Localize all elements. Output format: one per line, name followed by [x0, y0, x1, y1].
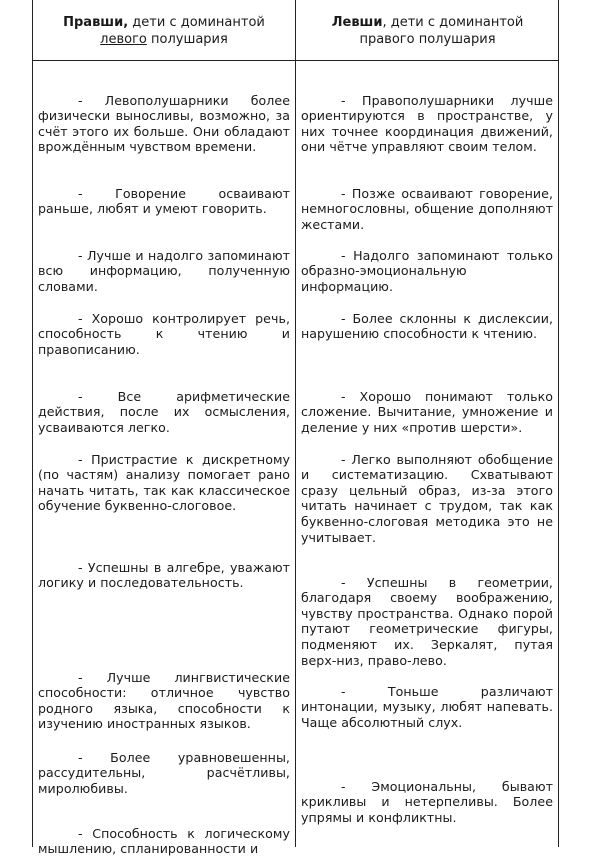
header-left-handed: [296, 14, 559, 48]
column-divider: [295, 0, 296, 847]
header-left-handed-desc: , дети с доминантой: [382, 15, 524, 30]
header-right-handed-line-2: [33, 31, 295, 48]
header-left-handed-title: Левши: [331, 15, 383, 30]
right-handed-column: [38, 60, 290, 857]
comparison-table: [32, 0, 559, 857]
left-handed-item-3: - Надолго запоминают только образно-эмоциональную информацию.: [301, 247, 553, 294]
right-handed-item-8: - Лучше лингвистические способности: отличное чувство родного языка, способности к изучению иностранных языков.: [38, 669, 290, 732]
right-handed-item-10: - Способность к логическому мышлению, спланированности и: [38, 825, 290, 857]
right-handed-item-1: - Левополушарники более физически выносливы, возможно, за счёт этого их больше. Они обладают врождённым чувством времени.: [38, 92, 290, 155]
right-handed-item-9: - Более уравновешенны, рассудительны, расчётливы, миролюбивы.: [38, 749, 290, 796]
left-handed-item-9: - Эмоциональны, бывают крикливы и нетерпеливы. Более упрямы и конфликтны.: [301, 778, 553, 825]
right-handed-item-7: - Успешны в алгебре, уважают логику и последовательность.: [38, 559, 290, 591]
header-right-handed: [33, 14, 295, 48]
left-handed-item-8: - Тоньше различают интонации, музыку, любят напевать. Чаще абсолютный слух.: [301, 683, 553, 730]
right-handed-item-2: - Говорение осваивают раньше, любят и умеют говорить.: [38, 185, 290, 217]
left-handed-column: [301, 60, 553, 847]
header-left-handed-line-2: правого полушария: [359, 32, 496, 47]
header-right-handed-hemisphere: левого: [100, 32, 147, 47]
left-handed-item-6: - Легко выполняют обобщение и систематизацию. Схватывают сразу цельный образ, из-за этого читать начинает с трудом, так как буквенно-слоговая методика это не учитывает.: [301, 451, 553, 545]
left-handed-item-7: - Успешны в геометрии, благодаря своему воображению, чувству пространства. Однако порой путают геометрические фигуры, подменяют их. Зеркалят, путая верх-низ, право-лево.: [301, 574, 553, 668]
right-handed-item-4: - Хорошо контролирует речь, способность к чтению и правописанию.: [38, 310, 290, 357]
right-handed-item-5: - Все арифметические действия, после их осмысления, усваиваются легко.: [38, 388, 290, 435]
header-right-handed-desc: дети с доминантой: [128, 15, 265, 30]
header-right-handed-title: Правши,: [63, 15, 129, 30]
left-handed-item-5: - Хорошо понимают только сложение. Вычитание, умножение и деление у них «против шерсти».: [301, 388, 553, 435]
header-right-handed-desc-2: полушария: [146, 32, 228, 47]
left-handed-item-4: - Более склонны к дислексии, нарушению способности к чтению.: [301, 310, 553, 342]
header-right-handed-line-1: [33, 14, 295, 31]
left-handed-item-1: - Правополушарники лучше ориентируются в пространстве, у них точнее координация движений, они чётче управляют своим телом.: [301, 92, 553, 155]
right-handed-item-3: - Лучше и надолго запоминают всю информацию, полученную словами.: [38, 247, 290, 294]
left-handed-item-2: - Позже осваивают говорение, немногословны, общение дополняют жестами.: [301, 185, 553, 232]
right-handed-item-6: - Пристрастие к дискретному (по частям) анализу помогает рано начать читать, так как классическое обучение буквенно-слоговое.: [38, 451, 290, 514]
header-left-handed-line-1: [296, 14, 559, 31]
